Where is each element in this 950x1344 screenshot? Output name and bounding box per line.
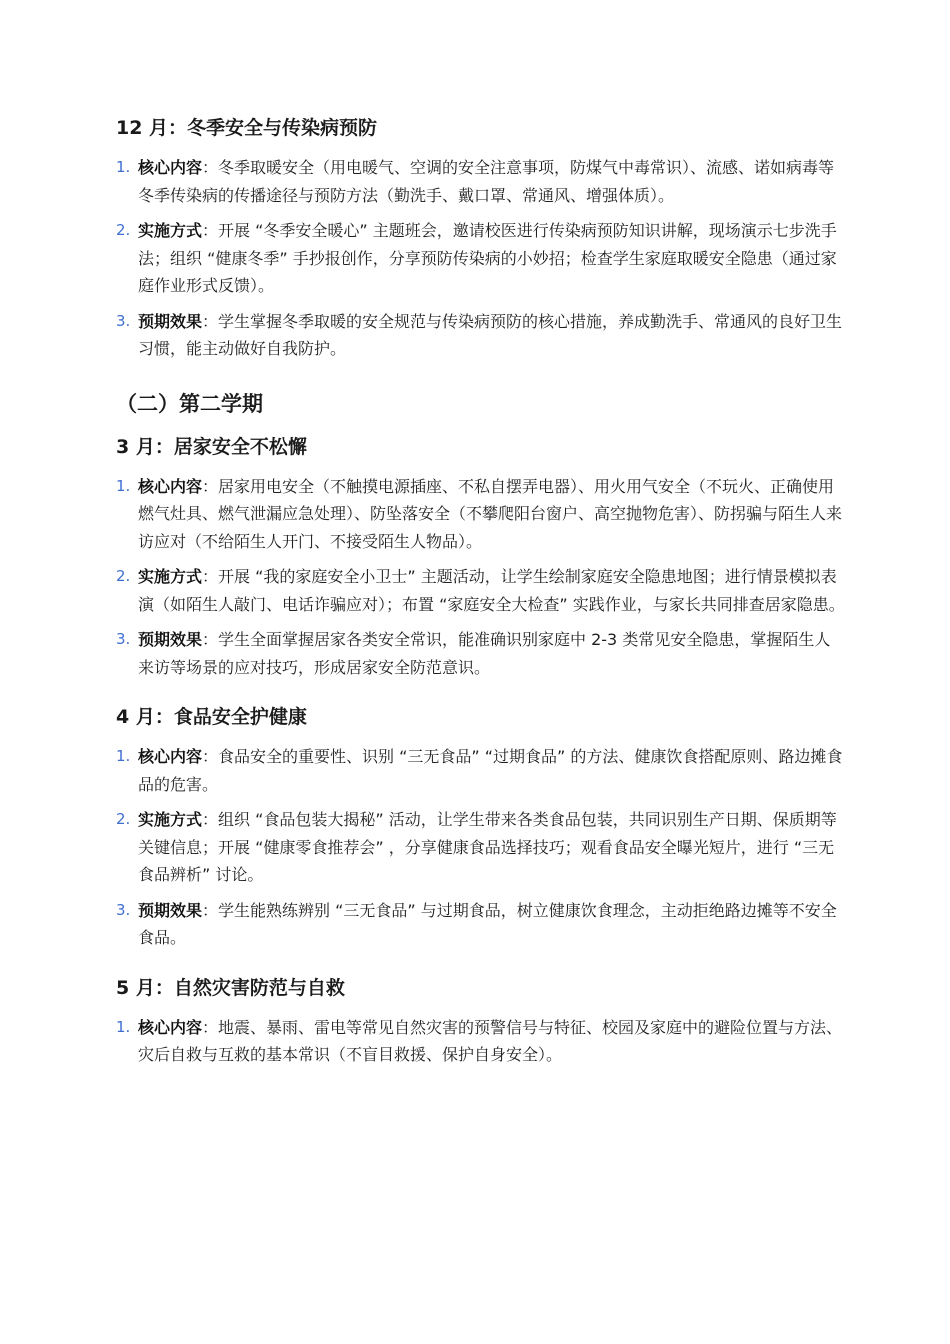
list-number: 2. [116, 567, 131, 585]
item-label: 预期效果 [138, 900, 203, 920]
list-number: 3. [116, 900, 131, 919]
list-item [116, 626, 846, 681]
item-text: ：学生掌握冬季取暖的安全规范与传染病预防的核心措施，养成勤洗手、常通风的良好卫生习惯，能主动做好自我防护。 [138, 311, 843, 358]
item-label: 预期效果 [138, 630, 203, 649]
list-item [116, 743, 846, 798]
month-title-march: 3 月：居家安全不松懈 [116, 435, 307, 458]
list-march [116, 473, 846, 682]
list-number: 2. [116, 221, 131, 239]
document-page [116, 114, 846, 1077]
list-item [116, 308, 846, 363]
month-title-december: 12 月：冬季安全与传染病预防 [116, 117, 378, 139]
list-item [116, 1014, 846, 1069]
list-number: 1. [116, 747, 131, 765]
item-text: ：冬季取暖安全（用电暖气、空调的安全注意事项，防煤气中毒常识）、流感、诺如病毒等冬季传染病的传播途径与预防方法（勤洗手、戴口罩、常通风、增强体质）。 [138, 158, 835, 205]
item-text: ：居家用电安全（不触摸电源插座、不私自摆弄电器）、用火用气安全（不玩火、正确使用燃气灶具、燃气泄漏应急处理）、防坠落安全（不攀爬阳台窗户、高空抛物危害）、防拐骗与陌生人来访应对（不给陌生人开门、不接受陌生人物品）。 [138, 476, 843, 551]
list-number: 1. [116, 158, 131, 176]
list-number: 1. [116, 476, 131, 495]
list-number: 2. [116, 810, 131, 828]
list-item [116, 806, 846, 889]
item-label: 核心内容 [138, 747, 203, 766]
list-item [116, 897, 846, 952]
month-title-may: 5 月：自然灾害防范与自救 [116, 976, 345, 999]
item-label: 实施方式 [138, 567, 203, 586]
item-label: 核心内容 [138, 476, 203, 496]
spacer [116, 371, 846, 389]
list-item [116, 473, 846, 556]
list-number: 3. [116, 630, 131, 648]
list-april [116, 743, 846, 952]
item-text: ：组织 “食品包装大揭秘” 活动，让学生带来各类食品包装，共同识别生产日期、保质期等关键信息；开展 “健康零食推荐会” ，分享健康食品选择技巧；观看食品安全曝光短片，进行 “三无食品辨析” 讨论。 [138, 810, 837, 884]
item-label: 核心内容 [138, 1017, 203, 1037]
item-text: ：开展 “冬季安全暖心” 主题班会，邀请校医进行传染病预防知识讲解，现场演示七步洗手法；组织 “健康冬季” 手抄报创作，分享预防传染病的小妙招；检查学生家庭取暖安全隐患（通过家庭作业形式反馈）。 [138, 221, 837, 295]
item-label: 实施方式 [138, 221, 203, 240]
list-item [116, 563, 846, 618]
list-december [116, 154, 846, 363]
list-item [116, 217, 846, 300]
semester-title: （二）第二学期 [116, 391, 263, 416]
spacer [116, 960, 846, 974]
spacer [116, 689, 846, 703]
item-label: 实施方式 [138, 810, 203, 829]
item-text: ：学生全面掌握居家各类安全常识，能准确识别家庭中 2-3 类常见安全隐患，掌握陌生人来访等场景的应对技巧，形成居家安全防范意识。 [138, 630, 831, 677]
month-title-april: 4 月：食品安全护健康 [116, 706, 307, 728]
list-item [116, 154, 846, 209]
item-text: ：食品安全的重要性、识别 “三无食品” “过期食品” 的方法、健康饮食搭配原则、路边摊食品的危害。 [138, 747, 843, 794]
item-text: ：学生能熟练辨别 “三无食品” 与过期食品，树立健康饮食理念，主动拒绝路边摊等不安全食品。 [138, 900, 837, 947]
list-number: 1. [116, 1017, 131, 1036]
list-number: 3. [116, 311, 131, 330]
item-label: 核心内容 [138, 158, 203, 177]
list-may [116, 1014, 846, 1069]
item-label: 预期效果 [138, 311, 203, 331]
item-text: ：地震、暴雨、雷电等常见自然灾害的预警信号与特征、校园及家庭中的避险位置与方法、灾后自救与互救的基本常识（不盲目救援、保护自身安全）。 [138, 1017, 843, 1064]
item-text: ：开展 “我的家庭安全小卫士” 主题活动，让学生绘制家庭安全隐患地图；进行情景模拟表演（如陌生人敲门、电话诈骗应对）；布置 “家庭安全大检查” 实践作业，与家长共同排查居家隐患。 [138, 567, 845, 614]
